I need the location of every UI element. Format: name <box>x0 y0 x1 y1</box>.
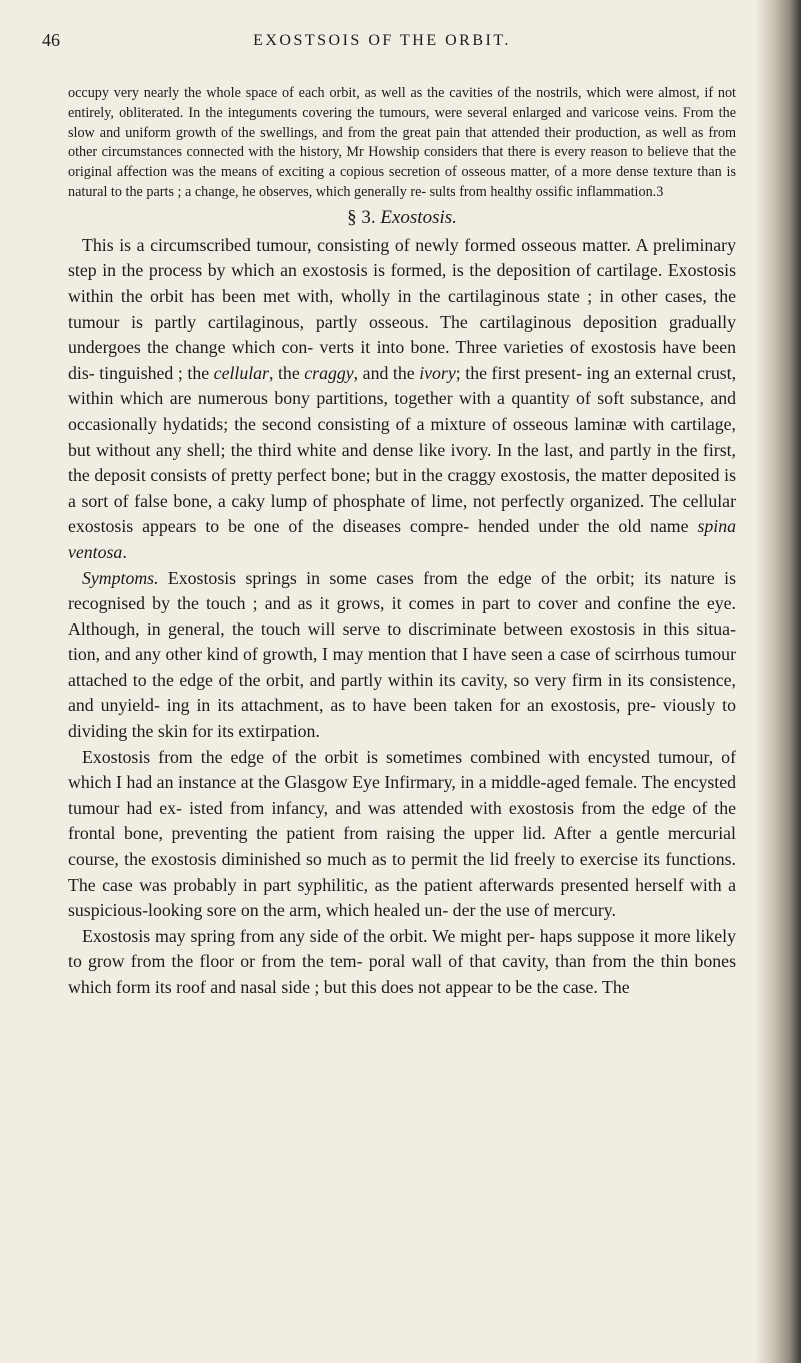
page-edge-shadow <box>755 0 801 1363</box>
term-craggy: craggy <box>304 362 354 383</box>
para1-text-b: , the <box>268 362 305 383</box>
intro-block <box>68 84 736 203</box>
para1-text-a: This is a circumscribed tumour, consisting of newly formed osseous matter. A preliminary step in the process by which an exostosis is formed, is the deposition of cartilage. Exostosis within the orbit has been met with, wholly in the cartilaginous state ; in other cases, the tumour is partly cartilaginous, partly osseous. The cartilaginous deposition gradually undergoes the change which con- verts it into bone. Three varieties of exostosis have been dis- tinguished ; the <box>68 234 736 383</box>
section-title: Exostosis. <box>380 206 457 228</box>
paragraph-encysted: Exostosis from the edge of the orbit is sometimes combined with encysted tumour, of which I had an instance at the Glasgow Eye Infirmary, in a middle-aged female. The encysted tumour had ex- isted from infancy, and was attended with exostosis from the edge of the frontal bone, preventing the patient from raising the upper lid. After a gentle mercurial course, the exostosis diminished so much as to permit the lid freely to exercise its functions. The case was probably in part syphilitic, as the patient afterwards presented herself with a suspicious-looking sore on the arm, which healed un- der the use of mercury. <box>68 746 736 921</box>
paragraph-origin: Exostosis may spring from any side of the orbit. We might per- haps suppose it more likely to grow from the floor or from the tem- poral wall of that cavity, than from the thin bones which form its roof and nasal side ; but this does not appear to be the case. The <box>68 925 736 997</box>
page-number: 46 <box>42 30 60 50</box>
intro-paragraph: occupy very nearly the whole space of each orbit, as well as the cavities of the nostrils, which were almost, if not entirely, obliterated. In the integuments covering the tumours, were several enlarged and varicose veins. From the slow and uniform growth of the swellings, and from the great pain that attended their production, as well as from other circumstances connected with the history, Mr Howship considers that there is every reason to believe that the original affection was the means of exciting a copious secretion of osseous matter, of a more dense texture than is natural to the parts ; a change, he observes, which generally re- sults from healthy ossific inflammation.3 <box>68 85 736 200</box>
para1-text-e: . <box>122 541 127 562</box>
term-ivory: ivory <box>419 362 456 383</box>
para2-text: Exostosis springs in some cases from the edge of the orbit; its nature is recognised by the touch ; and as it grows, it comes in part to cover and confine the eye. Although, in general, the touch will serve to discriminate between exostosis in this situa- tion, and any other kind of growth, I may mention that I have seen a case of scirrhous tumour attached to the edge of the orbit, and partly within its cavity, so very firm in its consistence, and unyield- ing in its attachment, as to have been taken for an exostosis, pre- viously to dividing the skin for its extirpation. <box>68 567 736 742</box>
paragraph-definition <box>68 233 736 566</box>
section-heading <box>68 207 736 229</box>
para1-text-c: , and the <box>353 362 420 383</box>
page-header <box>42 30 722 58</box>
term-cellular: cellular <box>213 362 269 383</box>
symptoms-label: Symptoms. <box>82 567 159 588</box>
main-text <box>68 233 736 1001</box>
section-number: § 3. <box>347 206 376 228</box>
running-head: EXOSTSOIS OF THE ORBIT. <box>253 32 511 49</box>
page-body <box>68 84 736 1001</box>
term-spina-ventosa: spina ventosa <box>68 516 736 562</box>
para1-text-d: ; the first present- ing an external crust, within which are numerous bony partitions, together with a quantity of soft substance, and occasionally hydatids; the second consisting of a mixture of osseous laminæ with cartilage, but without any shell; the third white and dense like ivory. In the last, and partly in the first, the deposit consists of pretty perfect bone; but in the craggy exostosis, the matter deposited is a sort of false bone, a caky lump of phosphate of lime, not perfectly organized. The cellular exostosis appears to be one of the diseases compre- hended under the old name <box>68 362 737 537</box>
paragraph-symptoms <box>68 566 736 745</box>
